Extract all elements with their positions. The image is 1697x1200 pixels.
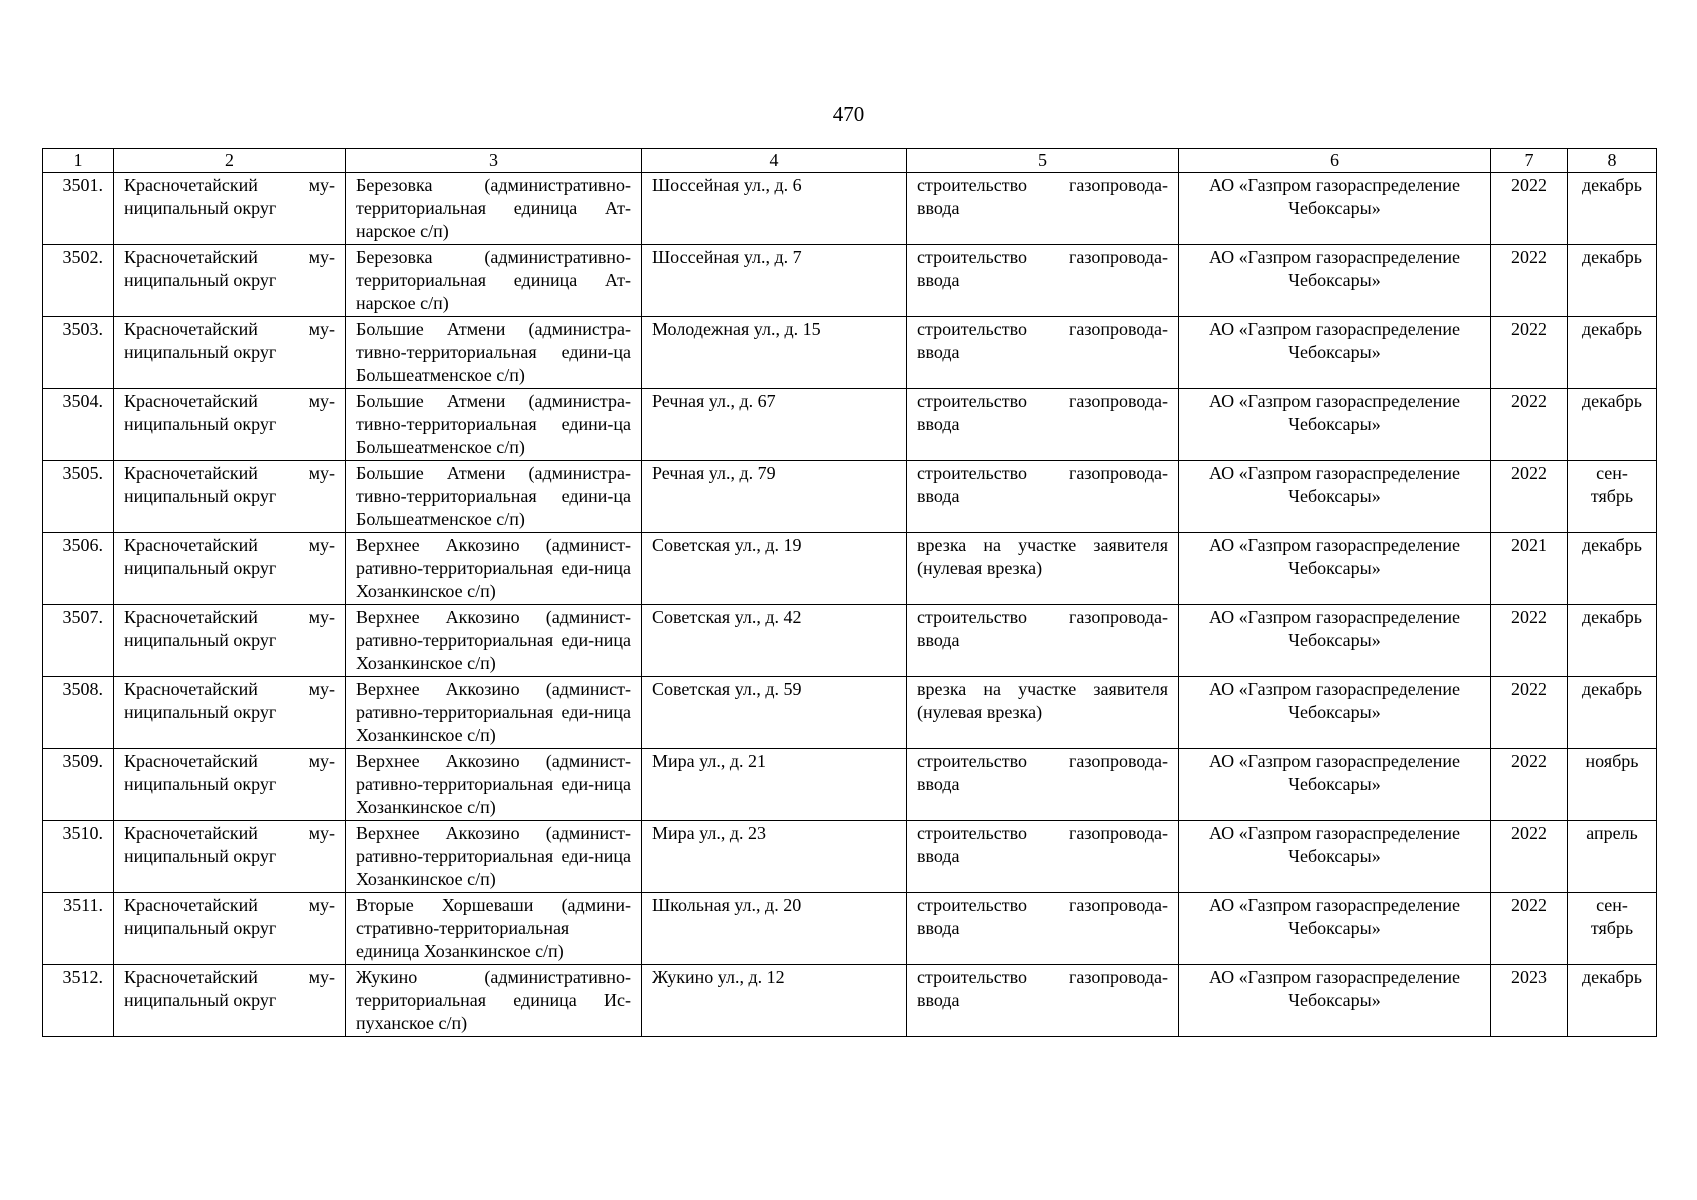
work-type-cell: врезка на участке заявителя (нулевая врезка) [907,533,1179,605]
work-type-cell: строительство газопровода-ввода [907,965,1179,1037]
table-row [43,317,1657,389]
table-row [43,749,1657,821]
organization-cell: АО «Газпром газораспределение Чебоксары» [1179,245,1491,317]
column-header: 1 [43,149,114,173]
row-number: 3504. [43,389,114,461]
settlement-cell: Верхнее Аккозино (админист-ративно-территориальная еди-ница Хозанкинское с/п) [346,749,642,821]
district-cell: Красночетайский му-ниципальный округ [114,677,346,749]
work-type-cell: строительство газопровода-ввода [907,605,1179,677]
organization-cell: АО «Газпром газораспределение Чебоксары» [1179,965,1491,1037]
organization-cell: АО «Газпром газораспределение Чебоксары» [1179,605,1491,677]
district-cell: Красночетайский му-ниципальный округ [114,173,346,245]
gasification-table [42,148,1657,1037]
settlement-cell: Верхнее Аккозино (админист-ративно-территориальная еди-ница Хозанкинское с/п) [346,605,642,677]
month-cell: декабрь [1568,389,1657,461]
row-number: 3512. [43,965,114,1037]
table-row [43,533,1657,605]
organization-cell: АО «Газпром газораспределение Чебоксары» [1179,389,1491,461]
district-cell: Красночетайский му-ниципальный округ [114,749,346,821]
settlement-cell: Березовка (административно-территориальная единица Ат-нарское с/п) [346,245,642,317]
table-header [43,149,1657,173]
address-cell: Шоссейная ул., д. 6 [642,173,907,245]
address-cell: Речная ул., д. 67 [642,389,907,461]
settlement-cell: Большие Атмени (администра-тивно-территориальная едини-ца Большеатменское с/п) [346,461,642,533]
column-header: 6 [1179,149,1491,173]
row-number: 3509. [43,749,114,821]
settlement-cell: Верхнее Аккозино (админист-ративно-территориальная еди-ница Хозанкинское с/п) [346,533,642,605]
month-cell: апрель [1568,821,1657,893]
column-header: 7 [1491,149,1568,173]
table-row [43,461,1657,533]
month-cell: декабрь [1568,677,1657,749]
column-number-row [43,149,1657,173]
month-cell: декабрь [1568,317,1657,389]
row-number: 3503. [43,317,114,389]
year-cell: 2022 [1491,749,1568,821]
row-number: 3507. [43,605,114,677]
row-number: 3501. [43,173,114,245]
year-cell: 2022 [1491,605,1568,677]
organization-cell: АО «Газпром газораспределение Чебоксары» [1179,677,1491,749]
month-cell: ноябрь [1568,749,1657,821]
year-cell: 2023 [1491,965,1568,1037]
table-body [43,173,1657,1037]
column-header: 8 [1568,149,1657,173]
table-row [43,173,1657,245]
table-row [43,605,1657,677]
work-type-cell: строительство газопровода-ввода [907,245,1179,317]
month-cell: декабрь [1568,245,1657,317]
district-cell: Красночетайский му-ниципальный округ [114,245,346,317]
table-row [43,893,1657,965]
row-number: 3502. [43,245,114,317]
address-cell: Мира ул., д. 23 [642,821,907,893]
column-header: 4 [642,149,907,173]
table-row [43,677,1657,749]
table-row [43,965,1657,1037]
year-cell: 2022 [1491,677,1568,749]
table-row [43,245,1657,317]
address-cell: Советская ул., д. 59 [642,677,907,749]
district-cell: Красночетайский му-ниципальный округ [114,461,346,533]
settlement-cell: Верхнее Аккозино (админист-ративно-территориальная еди-ница Хозанкинское с/п) [346,677,642,749]
district-cell: Красночетайский му-ниципальный округ [114,821,346,893]
year-cell: 2022 [1491,461,1568,533]
district-cell: Красночетайский му-ниципальный округ [114,893,346,965]
column-header: 3 [346,149,642,173]
organization-cell: АО «Газпром газораспределение Чебоксары» [1179,461,1491,533]
year-cell: 2022 [1491,893,1568,965]
work-type-cell: строительство газопровода-ввода [907,821,1179,893]
month-cell: сен-тябрь [1568,461,1657,533]
work-type-cell: строительство газопровода-ввода [907,461,1179,533]
work-type-cell: строительство газопровода-ввода [907,893,1179,965]
month-cell: декабрь [1568,965,1657,1037]
work-type-cell: строительство газопровода-ввода [907,389,1179,461]
address-cell: Жукино ул., д. 12 [642,965,907,1037]
column-header: 5 [907,149,1179,173]
address-cell: Советская ул., д. 19 [642,533,907,605]
settlement-cell: Березовка (административно-территориальная единица Ат-нарское с/п) [346,173,642,245]
year-cell: 2022 [1491,317,1568,389]
row-number: 3510. [43,821,114,893]
district-cell: Красночетайский му-ниципальный округ [114,389,346,461]
address-cell: Речная ул., д. 79 [642,461,907,533]
year-cell: 2021 [1491,533,1568,605]
row-number: 3506. [43,533,114,605]
row-number: 3505. [43,461,114,533]
work-type-cell: строительство газопровода-ввода [907,173,1179,245]
work-type-cell: строительство газопровода-ввода [907,749,1179,821]
district-cell: Красночетайский му-ниципальный округ [114,605,346,677]
address-cell: Шоссейная ул., д. 7 [642,245,907,317]
district-cell: Красночетайский му-ниципальный округ [114,317,346,389]
address-cell: Школьная ул., д. 20 [642,893,907,965]
settlement-cell: Вторые Хоршеваши (админи-стративно-территориальная единица Хозанкинское с/п) [346,893,642,965]
settlement-cell: Верхнее Аккозино (админист-ративно-территориальная еди-ница Хозанкинское с/п) [346,821,642,893]
year-cell: 2022 [1491,245,1568,317]
year-cell: 2022 [1491,821,1568,893]
month-cell: декабрь [1568,173,1657,245]
address-cell: Советская ул., д. 42 [642,605,907,677]
organization-cell: АО «Газпром газораспределение Чебоксары» [1179,821,1491,893]
work-type-cell: строительство газопровода-ввода [907,317,1179,389]
settlement-cell: Жукино (административно-территориальная единица Ис-пуханское с/п) [346,965,642,1037]
organization-cell: АО «Газпром газораспределение Чебоксары» [1179,749,1491,821]
year-cell: 2022 [1491,389,1568,461]
settlement-cell: Большие Атмени (администра-тивно-территориальная едини-ца Большеатменское с/п) [346,317,642,389]
month-cell: декабрь [1568,605,1657,677]
column-header: 2 [114,149,346,173]
district-cell: Красночетайский му-ниципальный округ [114,965,346,1037]
district-cell: Красночетайский му-ниципальный округ [114,533,346,605]
month-cell: сен-тябрь [1568,893,1657,965]
settlement-cell: Большие Атмени (администра-тивно-территориальная едини-ца Большеатменское с/п) [346,389,642,461]
address-cell: Молодежная ул., д. 15 [642,317,907,389]
table-row [43,389,1657,461]
table-row [43,821,1657,893]
work-type-cell: врезка на участке заявителя (нулевая врезка) [907,677,1179,749]
year-cell: 2022 [1491,173,1568,245]
row-number: 3511. [43,893,114,965]
page-number: 470 [832,102,865,126]
organization-cell: АО «Газпром газораспределение Чебоксары» [1179,893,1491,965]
month-cell: декабрь [1568,533,1657,605]
row-number: 3508. [43,677,114,749]
address-cell: Мира ул., д. 21 [642,749,907,821]
organization-cell: АО «Газпром газораспределение Чебоксары» [1179,533,1491,605]
organization-cell: АО «Газпром газораспределение Чебоксары» [1179,317,1491,389]
organization-cell: АО «Газпром газораспределение Чебоксары» [1179,173,1491,245]
